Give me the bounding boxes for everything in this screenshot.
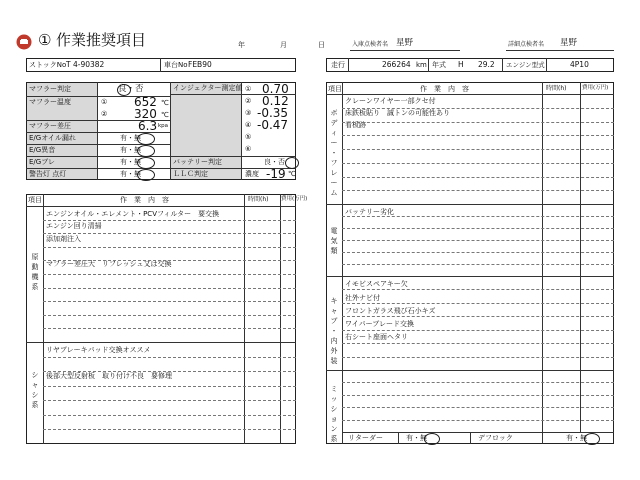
muffler-temp-label: マフラー温度 [29, 98, 71, 106]
year-value: 29.2 [478, 60, 495, 69]
row-divider [342, 252, 614, 253]
warning-light-options: 有・無 [120, 170, 141, 178]
row-divider [43, 386, 296, 387]
left-work-table [26, 194, 296, 444]
row-divider [342, 240, 614, 241]
row-divider [43, 371, 296, 372]
oil-leak-label: E/Gオイル漏れ [29, 134, 76, 142]
row-divider [43, 260, 296, 261]
row-divider [43, 429, 296, 430]
injector-4-value: -0.47 [257, 118, 289, 132]
injector-2-no: ② [245, 97, 252, 105]
row-divider [43, 288, 296, 289]
engine-vibe-label: E/Gブレ [29, 158, 55, 166]
diff-lock-options: 有・無 [566, 434, 587, 442]
row-divider [342, 135, 614, 136]
row-divider [342, 190, 614, 191]
right-s3-row-5: 右シート座面ヘタリ [345, 333, 408, 341]
muffler-temp-1-no: ① [101, 98, 108, 106]
row-divider [342, 216, 614, 217]
injector-6-no: ⑥ [245, 145, 252, 153]
mileage-label: 走行 [331, 61, 345, 69]
muffler-diff-unit: kpa [158, 123, 169, 129]
muffler-temp-unit-1: ℃ [161, 99, 169, 107]
engine-label: エンジン型式 [506, 61, 545, 69]
row-divider [342, 382, 614, 383]
left-section-2-label: シ ャ シ 系 [31, 371, 39, 409]
left-s2-row-1: リヤブレーキパッド交換オススメ [46, 346, 151, 354]
llc-unit: ℃ [288, 170, 296, 178]
warning-light-label: 警告灯 点灯 [29, 170, 67, 178]
right-work-table [326, 82, 614, 444]
logo-emblem [16, 34, 32, 50]
date-year-label: 年 [238, 41, 245, 49]
right-s1-row-1: クレーンワイヤー一部クセ付 [345, 97, 436, 105]
llc-label: ＬＬＣ判定 [173, 170, 208, 178]
inspector-detail-label: 詳細点検者名 [508, 41, 545, 48]
battery-options: 良・否 [264, 158, 285, 166]
right-col-time: 時間(h) [546, 85, 567, 92]
muffler-temp-1-value: 652 [134, 95, 157, 109]
mileage-unit: km [416, 61, 427, 69]
row-divider [342, 316, 614, 317]
injector-1-value: 0.70 [262, 82, 289, 96]
chassis-label: 車台No [164, 61, 188, 69]
chassis-value: FEB90 [188, 60, 212, 69]
row-divider [342, 303, 614, 304]
row-divider [43, 315, 296, 316]
right-s1-row-2: 床鉄板貼り 誠トンの可能性あり [345, 109, 450, 117]
row-divider [43, 233, 296, 234]
year-label: 年式 [432, 61, 446, 69]
right-s3-row-3: フロントガラス飛び石小キズ [345, 307, 436, 315]
llc-conc-label: 濃度 [245, 170, 259, 178]
stock-value: T 4-90382 [66, 60, 105, 69]
inspector-in-label: 入庫点検者名 [352, 41, 389, 48]
injector-3-value: -0.35 [257, 106, 289, 120]
row-divider [43, 247, 296, 248]
left-s2-row-3: 後部大型反射板 取り付け不良 要修理 [46, 372, 172, 380]
diff-lock-label: デフロック [478, 434, 513, 442]
right-section-4-label: ミ ッ シ ョ ン 系 [330, 385, 338, 443]
injector-5-no: ⑤ [245, 133, 252, 141]
row-divider [342, 108, 614, 109]
engine-noise-options: 有・無 [120, 146, 141, 154]
right-s3-row-2: 社外ナビ付 [345, 294, 380, 302]
right-section-1-label: ボ デ ィ ー ・ フ レ ー ム [330, 109, 338, 197]
engine-noise-label: E/G異音 [29, 146, 56, 154]
injector-1-no: ① [245, 85, 252, 93]
battery-label: バッテリー判定 [173, 158, 222, 166]
row-divider [342, 357, 614, 358]
row-divider [342, 228, 614, 229]
year-era: H [458, 60, 464, 69]
row-divider [342, 122, 614, 123]
row-divider [43, 274, 296, 275]
muffler-diff-label: マフラー差圧 [29, 122, 71, 130]
muffler-temp-2-value: 320 [134, 107, 157, 121]
row-divider [342, 177, 614, 178]
inspector-in-name: 星野 [396, 38, 414, 48]
left-section-1-label: 原 動 機 系 [31, 253, 39, 291]
row-divider [342, 395, 614, 396]
date-month-label: 月 [280, 41, 287, 49]
right-s1-row-3: 看板跡 [345, 121, 366, 129]
row-divider [342, 407, 614, 408]
row-divider [342, 264, 614, 265]
left-s1-row-5: マフラー差圧大 リフレッシュ又は交換 [46, 260, 172, 268]
muffler-temp-2-no: ② [101, 110, 108, 118]
row-divider [43, 328, 296, 329]
muffler-diff-value: 6.3 [138, 119, 158, 133]
right-col-item: 項目 [328, 85, 342, 93]
row-divider [43, 400, 296, 401]
row-divider [342, 420, 614, 421]
right-s2-row-1: バッテリー劣化 [345, 208, 394, 216]
left-col-work: 作 業 内 容 [120, 196, 169, 204]
date-day-label: 日 [318, 41, 325, 49]
row-divider [43, 415, 296, 416]
muffler-temp-unit-2: ℃ [161, 111, 169, 119]
muffler-judge-options: 良・否 [118, 84, 144, 94]
injector-3-no: ③ [245, 109, 252, 117]
right-section-3-label: キ ャ ブ ・ 内 外 装 [330, 297, 338, 365]
row-divider [43, 301, 296, 302]
row-divider [342, 289, 614, 290]
number-mark: ① [38, 31, 52, 49]
engine-vibe-options: 有・無 [120, 158, 141, 166]
right-col-work: 作 業 内 容 [420, 85, 469, 93]
stock-label: ストックNo [29, 61, 67, 69]
left-s1-row-2: エンジン回り清掃 [46, 222, 102, 230]
row-divider [43, 220, 296, 221]
right-section-2-label: 電 気 類 [330, 227, 338, 255]
left-col-item: 項目 [28, 196, 42, 204]
oil-leak-options: 有・無 [120, 134, 141, 142]
row-divider [342, 149, 614, 150]
injector-label: インジェクター測定値 [173, 84, 243, 92]
muffler-judge-label: マフラー判定 [29, 85, 71, 93]
left-s1-row-3: 添加剤注入 [46, 235, 81, 243]
left-col-time: 時間(h) [248, 196, 269, 203]
retarder-options: 有・無 [406, 434, 427, 442]
inspector-detail-name: 星野 [560, 38, 578, 48]
row-divider [342, 330, 614, 331]
engine-value: 4P10 [570, 60, 589, 69]
page-title: 作業推奨項目 [56, 31, 147, 49]
llc-value: -19 [266, 167, 286, 181]
row-divider [342, 163, 614, 164]
injector-4-no: ④ [245, 121, 252, 129]
right-col-cost: 費用(万円) [582, 85, 609, 91]
left-col-cost: 費用(万円) [281, 196, 308, 202]
injector-2-value: 0.12 [262, 94, 289, 108]
row-divider [43, 357, 296, 358]
row-divider [342, 343, 614, 344]
retarder-label: リターダー [348, 434, 383, 442]
right-s3-row-1: イモビスペアキー欠 [345, 280, 408, 288]
right-s3-row-4: ワイパーブレード交換 [345, 320, 415, 328]
left-s1-row-1: エンジンオイル・エレメント・PCVフィルター 要交換 [46, 210, 220, 218]
mileage-value: 266264 [382, 60, 411, 69]
